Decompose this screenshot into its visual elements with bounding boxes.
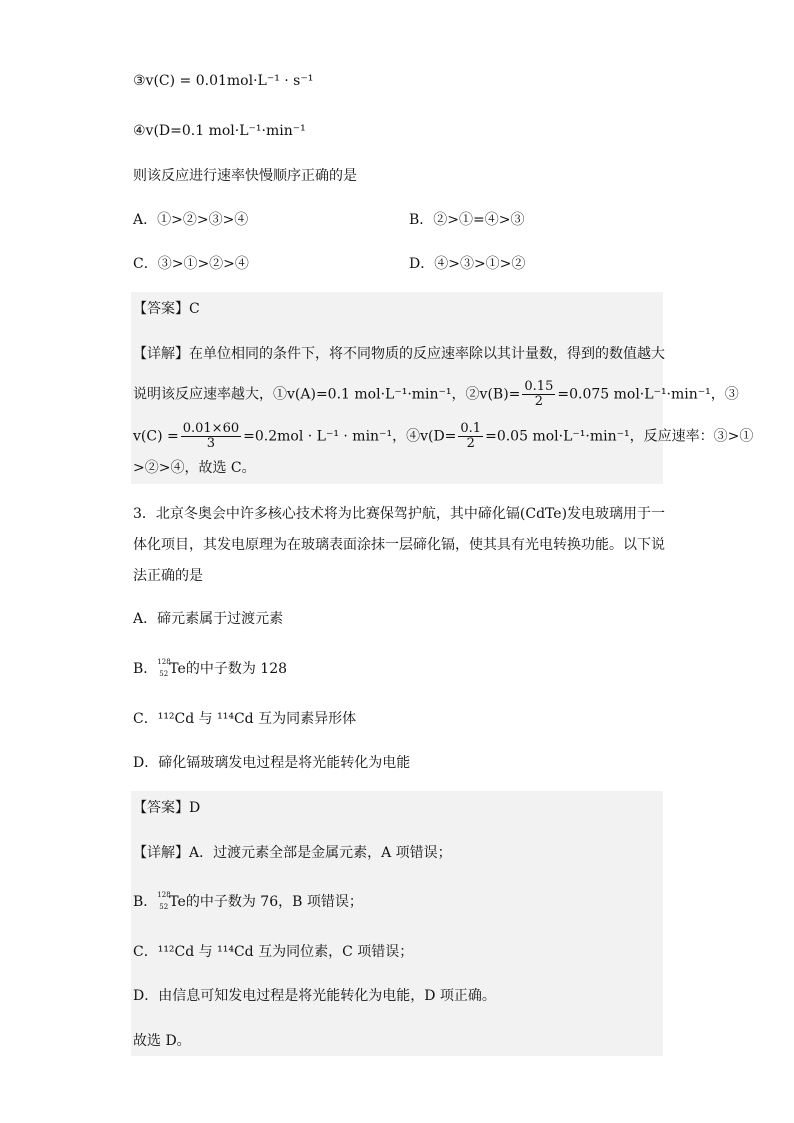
isotope-te-explain xyxy=(157,893,169,911)
q2-explain-line2 xyxy=(133,380,739,409)
isotope-te-mass: 128 xyxy=(157,658,171,666)
q3-stem-line2: 体化项目，其发电原理为在玻璃表面涂抹一层碲化镉，使其具有光电转换功能。以下说 xyxy=(133,537,665,553)
q2-explain-line1: 【详解】在单位相同的条件下，将不同物质的反应速率除以其计量数，得到的数值越大 xyxy=(133,346,665,362)
q3-explain-end: 故选 D。 xyxy=(133,1033,191,1049)
q3-explain-b xyxy=(133,892,363,912)
q2-stem: 则该反应进行速率快慢顺序正确的是 xyxy=(133,168,357,184)
fraction-vd-denominator: 2 xyxy=(466,436,475,451)
isotope-te-explain-atomic-number: 52 xyxy=(159,903,169,911)
q2-option-b: B．②>①=④>③ xyxy=(409,212,525,228)
q3-option-b-prefix: B． xyxy=(133,661,158,677)
q3-explain-b-text: Te的中子数为 76，B 项错误； xyxy=(169,894,363,910)
q3-stem-line3: 法正确的是 xyxy=(133,568,203,584)
isotope-te-atomic-number: 52 xyxy=(159,670,169,678)
q3-stem-line1: 3．北京冬奥会中许多核心技术将为比赛保驾护航，其中碲化镉(CdTe)发电玻璃用于一 xyxy=(133,506,666,522)
fraction-vd xyxy=(458,422,483,451)
rate-4: ④v(D=0.1 mol·L⁻¹·min⁻¹ xyxy=(133,123,306,139)
q2-option-c: C．③>①>②>④ xyxy=(133,256,249,272)
fraction-vb-denominator: 2 xyxy=(534,394,544,409)
q2-explain-line3-a: v(C) = xyxy=(133,428,179,445)
isotope-te xyxy=(157,660,169,678)
fraction-vb xyxy=(522,380,555,409)
q2-explain-line3-c: =0.05 mol·L⁻¹·min⁻¹，反应速率：③>① xyxy=(485,428,754,445)
q2-explain-line3 xyxy=(133,422,753,451)
isotope-te-explain-mass: 128 xyxy=(157,891,171,899)
fraction-vd-numerator: 0.1 xyxy=(460,421,482,436)
q3-explain-b-prefix: B． xyxy=(133,894,158,910)
fraction-vc xyxy=(181,422,241,451)
q2-explain-line2-a: 说明该反应速率越大，①v(A)=0.1 mol·L⁻¹·min⁻¹，②v(B)= xyxy=(133,386,521,403)
q2-explain-line4: >②>④，故选 C。 xyxy=(133,460,256,476)
q2-explain-line3-b: =0.2mol · L⁻¹ · min⁻¹，④v(D= xyxy=(243,428,457,445)
q3-option-b-text: Te的中子数为 128 xyxy=(169,661,288,677)
q3-answer: 【答案】D xyxy=(133,800,201,816)
q2-option-d: D．④>③>①>② xyxy=(409,256,526,272)
q3-option-d: D．碲化镉玻璃发电过程是将光能转化为电能 xyxy=(133,755,411,771)
rate-3: ③v(C) = 0.01mol·L⁻¹ · s⁻¹ xyxy=(133,73,314,89)
fraction-vb-numerator: 0.15 xyxy=(524,379,554,394)
answer-block-q3 xyxy=(131,791,663,1056)
q2-answer: 【答案】C xyxy=(133,301,200,317)
fraction-vc-numerator: 0.01×60 xyxy=(182,421,240,436)
q3-option-c: C．¹¹²Cd 与 ¹¹⁴Cd 互为同素异形体 xyxy=(133,711,357,727)
q2-explain-line2-b: =0.075 mol·L⁻¹·min⁻¹，③ xyxy=(557,386,739,403)
q3-explain-c: C．¹¹²Cd 与 ¹¹⁴Cd 互为同位素，C 项错误； xyxy=(133,944,414,960)
fraction-vc-denominator: 3 xyxy=(206,436,216,451)
q3-option-b xyxy=(133,659,287,679)
q2-option-a: A．①>②>③>④ xyxy=(133,212,249,228)
q3-explain-a: 【详解】A．过渡元素全部是金属元素，A 项错误； xyxy=(133,845,452,861)
q3-option-a: A．碲元素属于过渡元素 xyxy=(133,611,284,627)
q3-explain-d: D．由信息可知发电过程是将光能转化为电能，D 项正确。 xyxy=(133,988,496,1004)
